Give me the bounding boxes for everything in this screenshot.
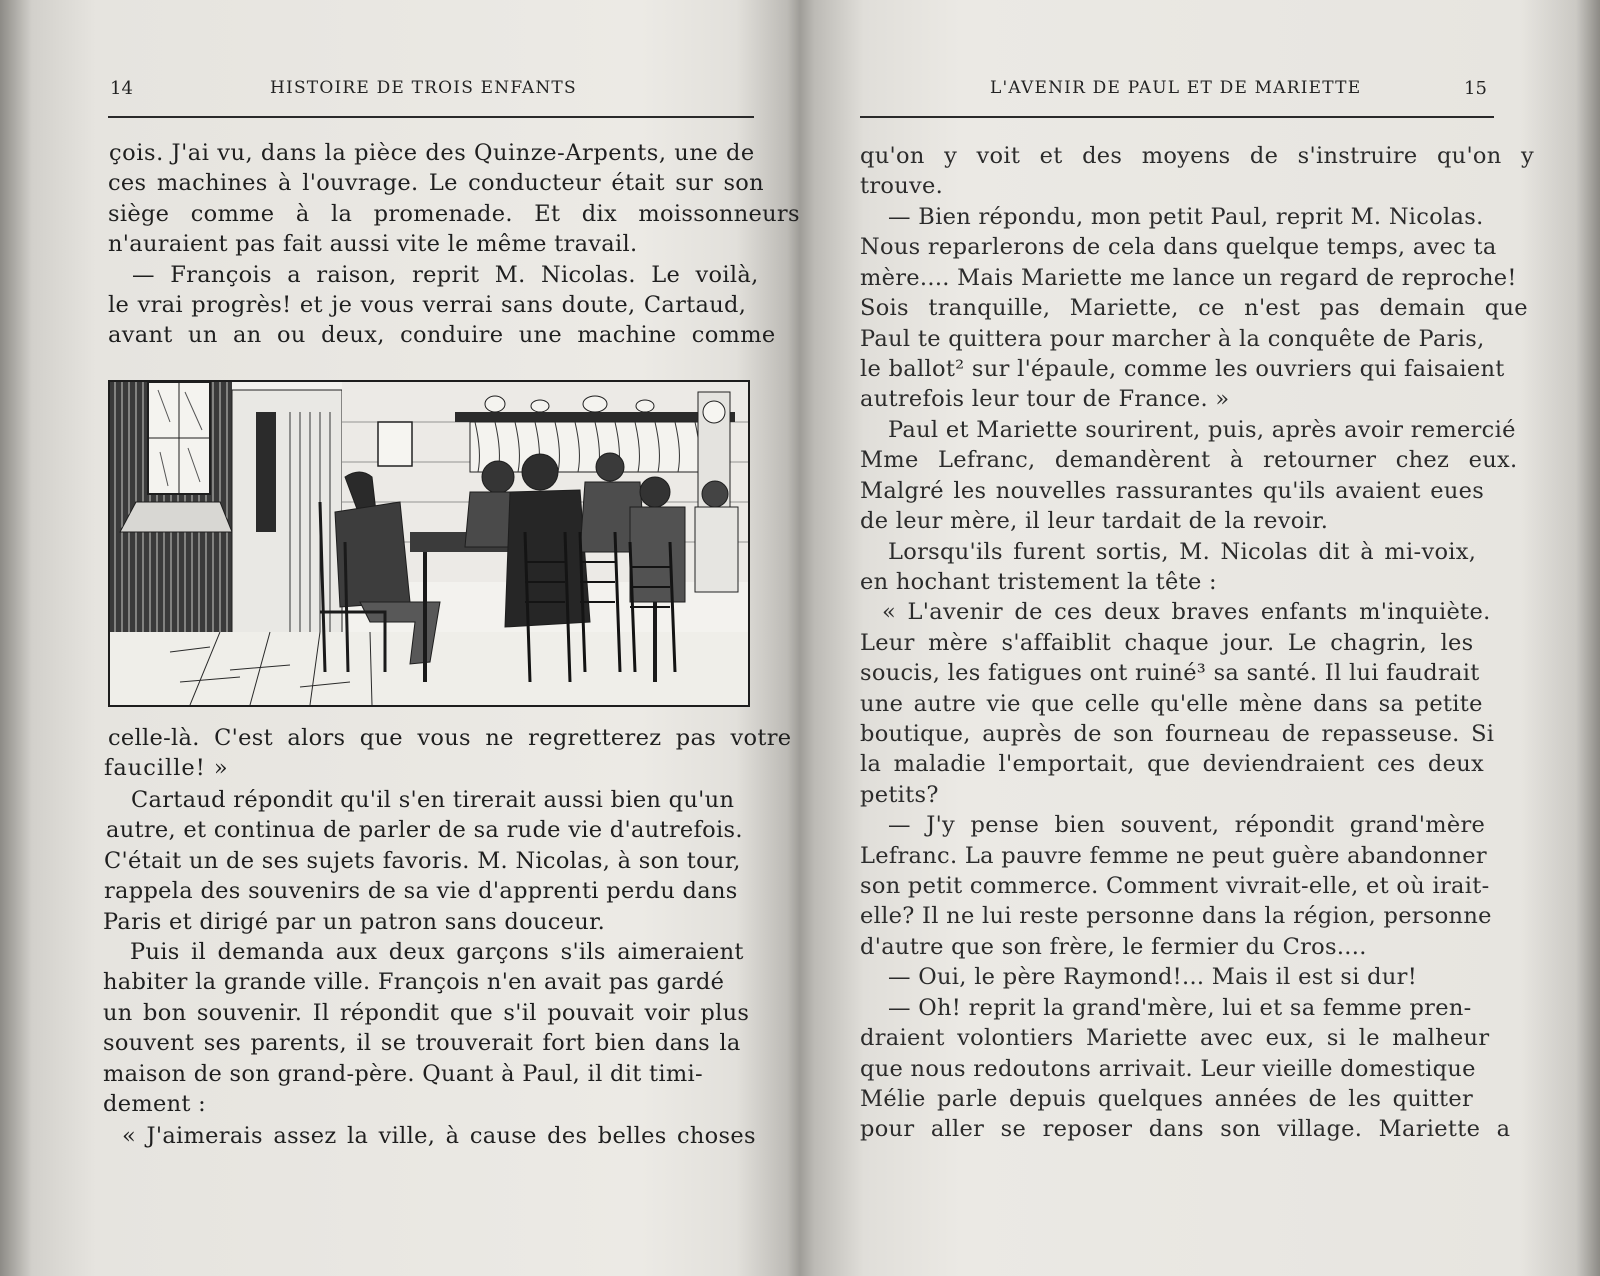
text-line: siège comme à la promenade. Et dix moissonneurs bbox=[108, 201, 800, 227]
text-line: de leur mère, il leur tardait de la revoir. bbox=[860, 508, 1329, 534]
text-line: maison de son grand-père. Quant à Paul, il dit timi- bbox=[103, 1061, 703, 1087]
text-line: Paul et Mariette sourirent, puis, après avoir remercié bbox=[888, 417, 1516, 443]
text-line: — Bien répondu, mon petit Paul, reprit M. Nicolas. bbox=[888, 204, 1484, 230]
text-line: ces machines à l'ouvrage. Le conducteur était sur son bbox=[108, 170, 764, 196]
text-line: — Oui, le père Raymond!... Mais il est si dur! bbox=[888, 964, 1418, 990]
text-line: en hochant tristement la tête : bbox=[860, 569, 1217, 595]
text-line: autrefois leur tour de France. » bbox=[860, 386, 1230, 412]
right-header-rule bbox=[860, 116, 1494, 118]
text-line: n'auraient pas fait aussi vite le même travail. bbox=[108, 231, 638, 257]
text-line: Mme Lefranc, demandèrent à retourner chez eux. bbox=[860, 447, 1518, 473]
text-line: une autre vie que celle qu'elle mène dans sa petite bbox=[860, 691, 1483, 717]
left-running-head: HISTOIRE DE TROIS ENFANTS bbox=[270, 78, 577, 98]
text-line: rappela des souvenirs de sa vie d'apprenti perdu dans bbox=[104, 878, 738, 904]
text-line: « L'avenir de ces deux braves enfants m'inquiète. bbox=[882, 599, 1491, 625]
text-line: boutique, auprès de son fourneau de repasseuse. Si bbox=[860, 721, 1495, 747]
text-line: son petit commerce. Comment vivrait-elle, et où irait- bbox=[860, 873, 1490, 899]
text-line: la maladie l'emportait, que deviendraient ces deux bbox=[860, 751, 1485, 777]
text-line: Mélie parle depuis quelques années de les quitter bbox=[860, 1086, 1474, 1112]
text-line: le ballot² sur l'épaule, comme les ouvriers qui faisaient bbox=[860, 356, 1505, 382]
text-line: pour aller se reposer dans son village. Mariette a bbox=[860, 1116, 1511, 1142]
text-line: — Oh! reprit la grand'mère, lui et sa femme pren- bbox=[888, 995, 1472, 1021]
kitchen-table-scene bbox=[110, 382, 748, 705]
text-line: dement : bbox=[103, 1091, 207, 1117]
text-line: le vrai progrès! et je vous verrai sans doute, Cartaud, bbox=[108, 292, 747, 318]
text-line: que nous redoutons arrivait. Leur vieille domestique bbox=[860, 1056, 1476, 1082]
text-line: soucis, les fatigues ont ruiné³ sa santé. Il lui faudrait bbox=[860, 660, 1480, 686]
text-line: Cartaud répondit qu'il s'en tirerait aussi bien qu'un bbox=[131, 787, 735, 813]
text-line: Paris et dirigé par un patron sans douceur. bbox=[103, 909, 606, 935]
text-line: qu'on y voit et des moyens de s'instruire qu'on y bbox=[860, 143, 1535, 169]
text-line: Lefranc. La pauvre femme ne peut guère abandonner bbox=[860, 843, 1487, 869]
text-line: çois. J'ai vu, dans la pièce des Quinze-Arpents, une de bbox=[109, 140, 755, 166]
text-line: d'autre que son frère, le fermier du Cros.... bbox=[860, 934, 1367, 960]
text-line: Nous reparlerons de cela dans quelque temps, avec ta bbox=[860, 234, 1497, 260]
text-line: C'était un de ses sujets favoris. M. Nicolas, à son tour, bbox=[104, 848, 741, 874]
left-page-number: 14 bbox=[110, 78, 133, 99]
text-line: Malgré les nouvelles rassurantes qu'ils avaient eues bbox=[860, 478, 1485, 504]
text-line: Paul te quittera pour marcher à la conquête de Paris, bbox=[860, 326, 1485, 352]
left-header-rule bbox=[108, 116, 754, 118]
text-line: souvent ses parents, il se trouverait fort bien dans la bbox=[103, 1030, 741, 1056]
text-line: — François a raison, reprit M. Nicolas. Le voilà, bbox=[132, 262, 759, 288]
text-line: Puis il demanda aux deux garçons s'ils aimeraient bbox=[130, 939, 744, 965]
text-line: avant un an ou deux, conduire une machine comme bbox=[108, 322, 776, 348]
text-line: Lorsqu'ils furent sortis, M. Nicolas dit à mi-voix, bbox=[888, 539, 1477, 565]
right-page bbox=[808, 0, 1600, 1276]
text-line: trouve. bbox=[860, 173, 944, 199]
text-line: draient volontiers Mariette avec eux, si le malheur bbox=[860, 1025, 1490, 1051]
engraving-illustration bbox=[108, 380, 750, 707]
right-running-head: L'AVENIR DE PAUL ET DE MARIETTE bbox=[990, 78, 1362, 98]
text-line: mère.... Mais Mariette me lance un regard de reproche! bbox=[860, 265, 1517, 291]
text-line: habiter la grande ville. François n'en avait pas gardé bbox=[103, 969, 725, 995]
text-line: elle? Il ne lui reste personne dans la région, personne bbox=[860, 903, 1492, 929]
text-line: Sois tranquille, Mariette, ce n'est pas demain que bbox=[860, 295, 1528, 321]
text-line: un bon souvenir. Il répondit que s'il pouvait voir plus bbox=[103, 1000, 750, 1026]
text-line: Leur mère s'affaiblit chaque jour. Le chagrin, les bbox=[860, 630, 1474, 656]
right-page-number: 15 bbox=[1464, 78, 1487, 99]
text-line: celle-là. C'est alors que vous ne regretterez pas votre bbox=[108, 725, 792, 751]
text-line: « J'aimerais assez la ville, à cause des belles choses bbox=[122, 1123, 756, 1149]
text-line: petits? bbox=[860, 782, 939, 808]
text-line: faucille! » bbox=[104, 755, 229, 781]
text-line: autre, et continua de parler de sa rude vie d'autrefois. bbox=[106, 817, 743, 843]
text-line: — J'y pense bien souvent, répondit grand'mère bbox=[888, 812, 1486, 838]
